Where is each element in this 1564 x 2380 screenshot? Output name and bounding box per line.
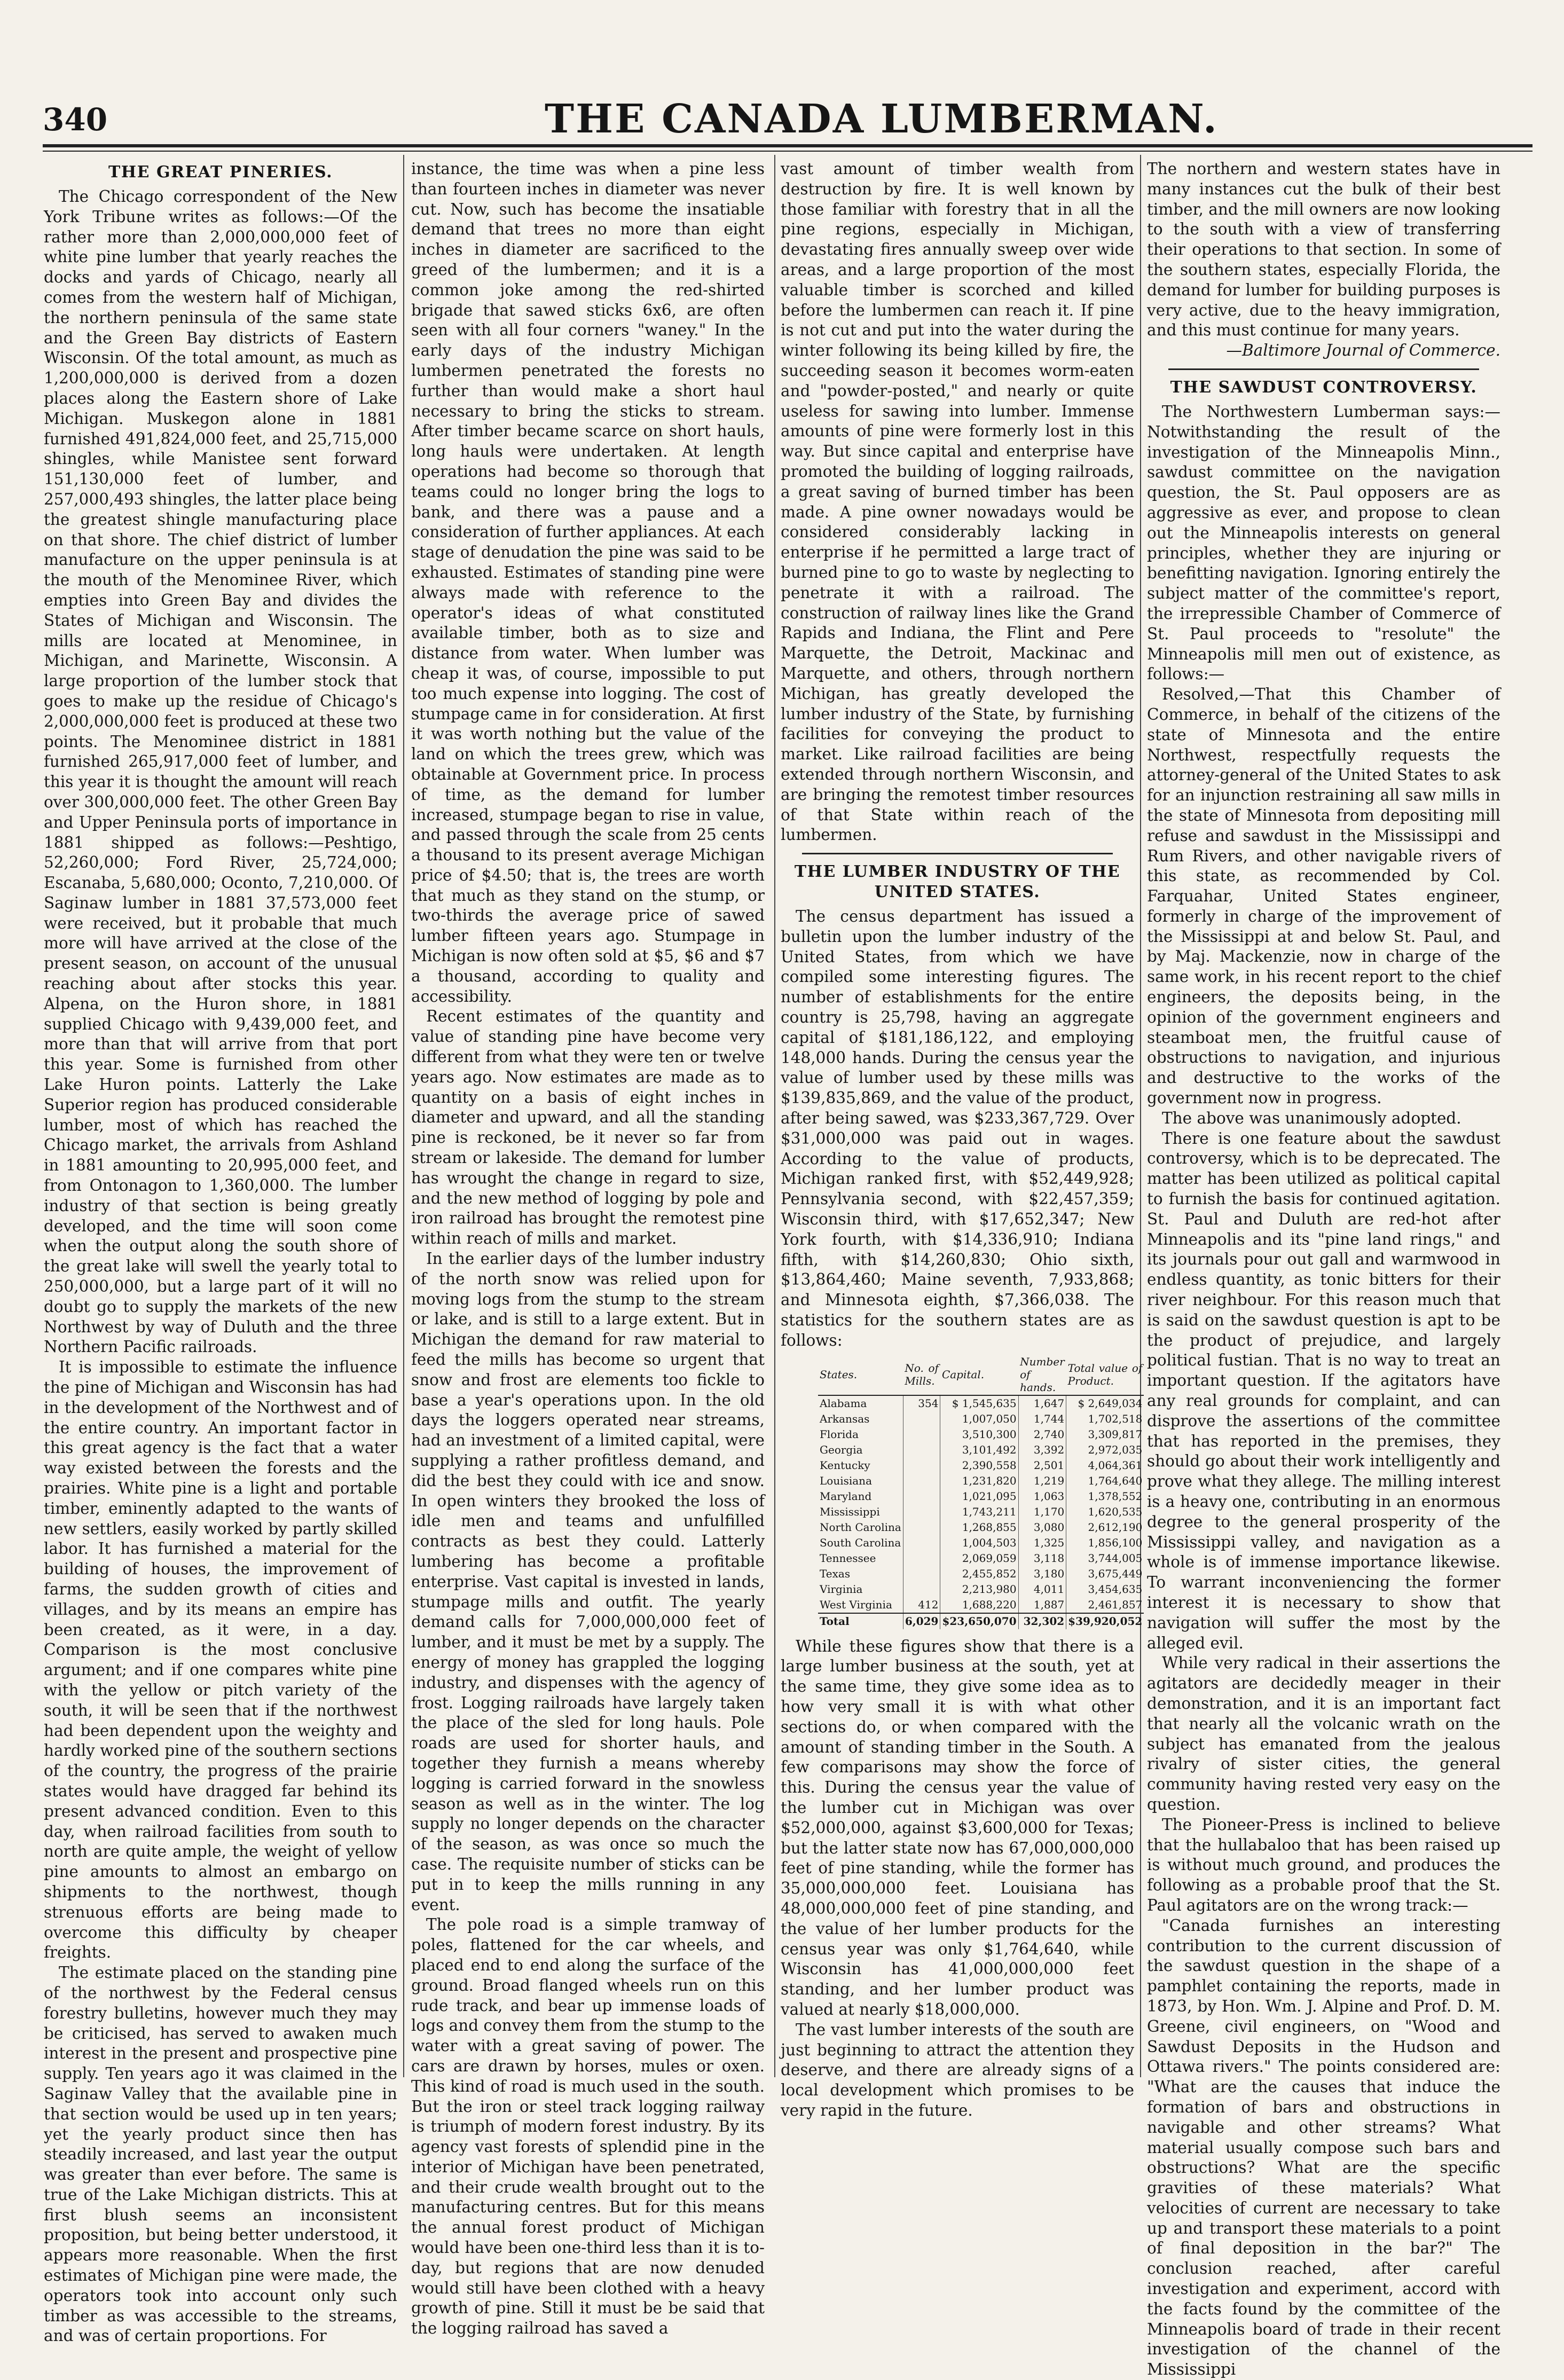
table-cell: 3,510,300: [940, 1427, 1018, 1442]
table-cell: 2,740: [1018, 1427, 1066, 1442]
table-cell: [903, 1427, 940, 1442]
table-header: Number of hands.: [1018, 1354, 1066, 1395]
state-name-cell: West Virginia: [820, 1598, 892, 1611]
article-paragraph: The census department has issued a bulletin upon the lumber industry of the United States, from which we have compiled some interesting figures. The number of establishments for the entire country is 25,798, having an aggregate capital of $181,186,122, and employing 148,000 hands. During the census year the value of lumber used by these mills was $139,835,869, and the value of the product, after being sawed, was $233,367,729. Over $31,000,000 was paid out in wages. According to the value of products, Michigan ranked first, with $52,449,928; Pennsylvania second, with $22,457,359; Wisconsin third, with $17,652,347; New York fourth, with $14,336,910; Indiana fifth, with $14,260,830; Ohio sixth, $13,864,460; Maine seventh, 7,933,868; and Minnesota eighth, $7,366,038. The statistics for the southern states are as follows:: [781, 907, 1134, 1349]
table-header: No. of Mills.: [903, 1354, 940, 1395]
table-cell: 1,743,211: [940, 1504, 1018, 1520]
state-name-cell: Maryland: [820, 1489, 872, 1503]
table-cell: [903, 1442, 940, 1458]
article-paragraph: In the earlier days of the lumber industry of the north snow was relied upon for moving logs from the stump to the stream or lake, and is still to a large extent. But in Michigan the demand for raw material to feed the mills has become so urgent that snow and frost are elements too fickle to base a year's operations upon. In the old days the loggers operated near streams, had an investment of a limited capital, were supplying a rather profitless demand, and did the best they could with ice and snow. In open winters they brooked the loss of idle men and teams and unfulfilled contracts as best they could. Latterly lumbering has become a profitable enterprise. Vast capital is invested in lands, stumpage mills and outfit. The yearly demand calls for 7,000,000,000 feet of lumber, and it must be met by a supply. The energy of money has grappled the logging industry, and dispenses with the agency of frost. Logging railroads have largely taken the place of the sled for long hauls. Pole roads are used for shorter hauls, and together they furnish a means whereby logging is carried forward in the snowless season as well as in the winter. The log supply no longer depends on the character of the season, as was once so much the case. The requisite number of sticks can be put in to keep the mills running in any event.: [411, 1250, 765, 1914]
table-cell: $23,650,070: [940, 1613, 1018, 1629]
table-cell: [903, 1504, 940, 1520]
article-paragraph: "Canada furnishes an interesting contribution to the current discussion of the sawdust question in the shape of a pamphlet containing the reports, made in 1873, by Hon. Wm. J. Alpine and Prof. D. M. Greene, civil engineers, on "Wood and Sawdust Deposits in the Hudson and Ottawa rivers." The points considered are: "What are the causes that induce the formation of bars and obstructions in navigable and other streams? What material usually compose such bars and obstructions? What are the specific gravities of these materials? What velocities of current are necessary to take up and transport these materials to a point of final deposition in the bar?" The conclusion reached, after careful investigation and experiment, accord with the facts found by the committee of the Minneapolis board of trade in their recent investigation of the channel of the Mississippi: [1147, 1916, 1500, 2379]
state-name-cell: Mississippi: [820, 1505, 880, 1518]
table-cell: [903, 1535, 940, 1551]
article-paragraph: The northern and western states have in many instances cut the bulk of their best timber, and the mill owners are now looking to the south with a view of transferring their operations to that section. In some of the southern states, especially Florida, the demand for lumber for building purposes is very active, due to the heavy immigration, and this must continue for many years.: [1147, 160, 1500, 340]
table-cell: [903, 1411, 940, 1427]
table-row: [818, 1411, 1144, 1427]
table-row: [818, 1473, 1144, 1489]
table-row: [818, 1504, 1144, 1520]
article-separator: [1168, 368, 1479, 370]
column-4: [1147, 159, 1500, 2379]
table-cell: 3,744,005: [1066, 1551, 1144, 1566]
table-cell: [903, 1473, 940, 1489]
table-cell: 354: [903, 1395, 940, 1411]
header-rule: [43, 144, 1532, 147]
table-row: [818, 1520, 1144, 1535]
article-paragraph: instance, the time was when a pine less than fourteen inches in diameter was never cut. Now, such has become the insatiable demand that trees no more than eight inches in diameter are sacrificed to the greed of the lumbermen; and it is a common joke among the red-shirted brigade that sawed sticks 6x6, are often seen with all four corners "waney." In the early days of the industry Michigan lumbermen penetrated the forests no further than would make a short haul necessary to bring the sticks to stream. After timber became scarce on short hauls, long hauls were undertaken. At length operations had become so thorough that teams could no longer bring the logs to bank, and there was a pause and a consideration of further appliances. At each stage of denudation the pine was said to be exhausted. Estimates of standing pine were always made with reference to the operator's ideas of what constituted available timber, both as to size and distance from water. When lumber was cheap it was, of course, impossible to put too much expense into logging. The cost of stumpage came in for consideration. At first it was worth nothing but the value of the land on which the trees grew, which was obtainable at Government price. In process of time, as the demand for lumber increased, stumpage began to rise in value, and passed through the scale from 25 cents a thousand to its present average Michigan price of $4.50; that is, the trees are worth that much as they stand on the stump, or two-thirds the average price of sawed lumber fifteen years ago. Stumpage in Michigan is now often sold at $5, $6 and $7 a thousand, according to quality and accessibility.: [411, 160, 765, 1006]
state-name-cell: Florida: [820, 1427, 859, 1441]
table-cell: 1,268,855: [940, 1520, 1018, 1535]
publication-title: THE CANADA LUMBERMAN.: [545, 96, 1219, 142]
table-cell: 2,069,059: [940, 1551, 1018, 1566]
table-row: [818, 1551, 1144, 1566]
table-row: [818, 1489, 1144, 1504]
table-cell: 1,620,535: [1066, 1504, 1144, 1520]
article-paragraph: Resolved,—That this Chamber of Commerce, in behalf of the citizens of the state of Minnesota and the entire Northwest, respectfully requests the attorney-general of the United States to ask for an injunction restraining all saw mills in the state of Minnesota from depositing mill refuse and sawdust in the Mississippi and Rum Rivers, and other navigable rivers of this state, as recommended by Col. Farquahar, United States engineer, formerly in charge of the improvement of the Mississippi at and below St. Paul, and by Maj. Mackenzie, now in charge of the same work, in his recent report to the chief engineers, the deposits being, in the opinion of the government engineers and steamboat men, the fruitful cause of obstructions to navigation, and injurious and destructive to the works of the government now in progress.: [1147, 685, 1500, 1107]
header-rule-thin: [43, 151, 1532, 152]
table-cell: 1,856,100: [1066, 1535, 1144, 1551]
column-2: [411, 159, 765, 2338]
column-divider: [774, 155, 775, 2077]
table-cell: 2,213,980: [940, 1582, 1018, 1597]
table-cell: $39,920,052: [1066, 1613, 1144, 1629]
article-paragraph: It is impossible to estimate the influence the pine of Michigan and Wisconsin has had in the development of the Northwest and of the entire country. An important factor in this great agency is the fact that a water way existed between the forests and the prairies. White pine is a light and portable timber, eminently adapted to the wants of new settlers, easily worked by partly skilled labor. It has furnished a material for the building of houses, the improvement of farms, the sudden growth of cities and villages, and by its means an empire has been created, as it were, in a day. Comparison is the most conclusive argument; and if one compares white pine with the yellow or pitch variety of the south, it will be seen that if the northwest had been dependent upon the weighty and hardly worked pine of the southern sections of the country, the progress of the prairie states would have dragged far behind its present advanced condition. Even to this day, when railroad facilities from south to north are quite ample, the weight of yellow pine amounts to almost an embargo on shipments to the northwest, though strenuous efforts are being made to overcome this difficulty by cheaper freights.: [44, 1358, 397, 1962]
state-name-cell: North Carolina: [820, 1520, 901, 1534]
table-cell: 2,461,857: [1066, 1597, 1144, 1613]
page-number: 340: [43, 101, 108, 138]
table-cell: [903, 1458, 940, 1473]
table-row: [818, 1535, 1144, 1551]
table-cell: 4,011: [1018, 1582, 1066, 1597]
table-cell: 1,764,640: [1066, 1473, 1144, 1489]
table-cell: 1,744: [1018, 1411, 1066, 1427]
state-name-cell: Alabama: [820, 1396, 867, 1410]
article-heading-lumber-industry: THE LUMBER INDUSTRY OF THE UNITED STATES.: [794, 862, 1121, 902]
table-cell: 3,118: [1018, 1551, 1066, 1566]
state-name-cell: Virginia: [820, 1582, 863, 1596]
table-cell: 3,675,449: [1066, 1566, 1144, 1582]
table-cell: 3,454,635: [1066, 1582, 1144, 1597]
table-cell: 1,887: [1018, 1597, 1066, 1613]
article-paragraph: The pole road is a simple tramway of poles, flattened for the car wheels, and placed end to end along the surface of the ground. Broad flanged wheels run on this rude track, and bear up immense loads of logs and convey them from the stump to the water with a great saving of power. The cars are drawn by horses, mules or oxen. This kind of road is much used in the south. But the iron or steel track logging railway is triumph of modern forest industry. By its agency vast forests of splendid pine in the interior of Michigan have been penetrated, and their crude wealth brought out to the manufacturing centres. But for this means the annual forest product of Michigan would have been one-third less than it is to-day, but regions that are now denuded would still have been clothed with a heavy growth of pine. Still it must be be said that the logging railroad has saved a: [411, 1915, 765, 2338]
article-paragraph: There is one feature about the sawdust controversy, which is to be deprecated. The matter has been utilized as political capital to furnish the basis for continued agitation. St. Paul and Duluth are red-hot after Minneapolis and its "pine land rings," and its journals pour out gall and warmwood in endless quantity, as tonic bitters for their river neighbour. For this reason much that is said on the sawdust question is apt to be the product of prejudice, and largely political fustian. That is no way to treat an important question. If the agitators have any real grounds for complaint, and can disprove the assertions of the committee that has reported in the premises, they should go about their work intelligently and prove what they allege. The milling interest is a heavy one, contributing in an enormous degree to the general prosperity of the Mississippi valley, and navigation as a whole is of immense importance likewise. To warrant inconveniencing the former interest it is necessary to show that navigation will suffer the most by the alleged evil.: [1147, 1129, 1500, 1652]
article-separator: [802, 853, 1113, 854]
table-cell: 1,219: [1018, 1473, 1066, 1489]
state-name-cell: Tennessee: [820, 1551, 876, 1565]
article-paragraph: The Pioneer-Press is inclined to believe that the hullabaloo that has been raised up is without much ground, and produces the following as a probable proof that the St. Paul agitators are on the wrong track:—: [1147, 1815, 1500, 1914]
column-divider: [403, 155, 404, 2077]
table-cell: $ 1,545,635: [940, 1395, 1018, 1411]
table-cell: 1,647: [1018, 1395, 1066, 1411]
article-paragraph: The above was unanimously adopted.: [1162, 1109, 1461, 1127]
table-cell: [903, 1566, 940, 1582]
column-1: [44, 159, 397, 2345]
state-name-cell: South Carolina: [820, 1536, 901, 1549]
table-row: [818, 1458, 1144, 1473]
state-name-cell: Total: [818, 1613, 903, 1629]
table-cell: 4,064,361: [1066, 1458, 1144, 1473]
table-cell: 2,501: [1018, 1458, 1066, 1473]
state-name-cell: Arkansas: [820, 1412, 870, 1425]
table-cell: 3,392: [1018, 1442, 1066, 1458]
table-cell: 1,063: [1018, 1489, 1066, 1504]
state-name-cell: Georgia: [820, 1443, 863, 1456]
article-paragraph: The vast lumber interests of the south are just beginning to attract the attention they deserve, and there are already signs of a local development which promises to be very rapid in the future.: [781, 2020, 1134, 2119]
article-heading-sawdust: THE SAWDUST CONTROVERSY.: [1170, 378, 1477, 397]
table-cell: 1,231,820: [940, 1473, 1018, 1489]
table-row: [818, 1597, 1144, 1613]
article-paragraph: The Chicago correspondent of the New York Tribune writes as follows:—Of the rather more than 2,000,000,000 feet of white pine lumber that yearly reaches the docks and yards of Chicago, nearly all comes from the western half of Michigan, the northern peninsula of the same state and the Green Bay districts of Eastern Wisconsin. Of the total amount, as much as 1,200,000,000 is derived from a dozen places along the Eastern shore of Lake Michigan. Muskegon alone in 1881 furnished 491,824,000 feet, and 25,715,000 shingles, while Manistee sent forward 151,130,000 feet of lumber, and 257,000,493 shingles, the latter place being the greatest shingle manufacturing place on that shore. The chief district of lumber manufacture on the upper peninsula is at the mouth of the Menominee River, which empties into Green Bay and divides the States of Michigan and Wisconsin. The mills are located at Menominee, in Michigan, and Marinette, Wisconsin. A large proportion of the lumber stock that goes to make up the residue of Chicago's 2,000,000,000 feet is produced at these two points. The Menominee district in 1881 furnished 265,917,000 feet of lumber, and this year it is thought the amount will reach over 300,000,000 feet. The other Green Bay and Upper Peninsula ports of importance in 1881 shipped as follows:—Peshtigo, 52,260,000; Ford River, 25,724,000; Escanaba, 5,680,000; Oconto, 7,210,000. Of Saginaw lumber in 1881 37,573,000 feet were received, but it probable that much more will have arrived at the close of the present season, on account of the unusual reaching about after stocks this year. Alpena, on the Huron shore, in 1881 supplied Chicago with 9,439,000 feet, and more than that will arrive from that port this year. Some is furnished from other Lake Huron points. Latterly the Lake Superior region has produced considerable lumber, most of which has reached the Chicago market, the arrivals from Ashland in 1881 amounting to 20,995,000 feet, and from Ontonagon to 1,360,000. The lumber industry of that section is being greatly developed, and the time will soon come when the output along the south shore of the great lake will swell the yearly total to 250,000,000, but a large part of it will no doubt go to supply the markets of the new Northwest by way of Duluth and the three Northern Pacific railroads.: [44, 187, 397, 1356]
table-row: [818, 1442, 1144, 1458]
table-row: [818, 1582, 1144, 1597]
table-cell: 32,302: [1018, 1613, 1066, 1629]
table-cell: 1,325: [1018, 1535, 1066, 1551]
table-row: [818, 1427, 1144, 1442]
table-cell: $ 2,649,034: [1066, 1395, 1144, 1411]
table-cell: 2,612,190: [1066, 1520, 1144, 1535]
table-cell: 1,007,050: [940, 1411, 1018, 1427]
article-paragraph: The Northwestern Lumberman says:—Notwithstanding the result of the investigation of the Minneapolis Minn., sawdust committee on the navigation question, the St. Paul opposers are as aggressive as ever, and propose to clean out the Minneapolis interests on general principles, whether they are injuring or benefitting navigation. Ignoring entirely the subject matter of the committee's report, the irrepressible Chamber of Commerce of St. Paul proceeds to "resolute" the Minneapolis mill men out of existence, as follows:—: [1147, 402, 1500, 684]
table-cell: [903, 1520, 940, 1535]
article-signature: —Baltimore Journal of Commerce.: [1226, 341, 1500, 360]
table-cell: 6,029: [903, 1613, 940, 1629]
article-paragraph: vast amount of timber wealth from destruction by fire. It is well known by those familiar with forestry that in all the pine regions, especially in Michigan, devastating fires annually sweep over wide areas, and a large proportion of the most valuable timber is scorched and killed before the lumbermen can reach it. If pine is not cut and put into the water during the winter following its being killed by fire, the succeeding season it becomes worm-eaten and "powder-posted," and nearly or quite useless for sawing into lumber. Immense amounts of pine were formerly lost in this way. But since capital and enterprise have promoted the building of logging railroads, a great saving of burned timber has been made. A pine owner nowadays would be considered considerably lacking in enterprise if he permitted a large tract of burned pine to go to waste by neglecting to penetrate it with a railroad. The construction of railway lines like the Grand Rapids and Indiana, the Flint and Pere Marquette, the Detroit, Mackinac and Marquette, and others, through northern Michigan, has greatly developed the lumber industry of the State, by furnishing facilities for conveying the product to market. Like railroad facilities are being extended through northern Wisconsin, and are bringing the remotest timber resources of that State within reach of the lumbermen.: [781, 160, 1134, 844]
article-paragraph: Recent estimates of the quantity and value of standing pine have become very different from what they were ten or twelve years ago. Now estimates are made as to quantity on a basis of eight inches in diameter and upward, and all the standing pine is reckoned, be it never so far from stream or lakeside. The demand for lumber has wrought the change in regard to size, and the new method of logging by pole and iron railroad has brought the remotest pine within reach of mills and market.: [411, 1007, 765, 1248]
table-cell: 3,180: [1018, 1566, 1066, 1582]
column-3: [781, 159, 1143, 2119]
table-row: [818, 1566, 1144, 1582]
table-cell: 1,004,503: [940, 1535, 1018, 1551]
table-cell: 1,378,552: [1066, 1489, 1144, 1504]
table-header: Total value of Product.: [1066, 1354, 1144, 1395]
table-row: [818, 1613, 1144, 1629]
state-name-cell: Kentucky: [820, 1458, 870, 1472]
table-cell: 1,688,220: [940, 1597, 1018, 1613]
table-cell: 412: [903, 1597, 940, 1613]
table-row: [818, 1395, 1144, 1411]
table-header: States.: [818, 1354, 903, 1395]
article-heading-great-pineries: THE GREAT PINERIES.: [108, 163, 333, 182]
table-header: Capital.: [940, 1354, 1018, 1395]
table-cell: 1,021,095: [940, 1489, 1018, 1504]
table-cell: 1,702,518: [1066, 1411, 1144, 1427]
table-cell: 2,455,852: [940, 1566, 1018, 1582]
table-cell: [903, 1489, 940, 1504]
table-cell: 2,390,558: [940, 1458, 1018, 1473]
southern-states-table: [818, 1354, 1143, 1629]
article-paragraph: While these figures show that there is a large lumber business at the south, yet at the same time, they give some idea as to how very small it is with what other sections do, or when compared with the amount of standing timber in the South. A few comparisons may show the force of this. During the census year the value of the lumber cut in Michigan was over $52,000,000, against $3,600,000 for Texas; but the latter state now has 67,000,000,000 feet of pine standing, while the former has 35,000,000,000 feet. Louisiana has 48,000,000,000 feet of pine standing, and the value of her lumber products for the census year was only $1,764,640, while Wisconsin has 41,000,000,000 feet standing, and her lumber product was valued at nearly $18,000,000.: [781, 1637, 1134, 2018]
table-cell: 3,080: [1018, 1520, 1066, 1535]
table-cell: [903, 1582, 940, 1597]
table-cell: 3,101,492: [940, 1442, 1018, 1458]
column-divider: [1140, 155, 1141, 2077]
state-name-cell: Texas: [820, 1567, 851, 1580]
table-cell: 1,170: [1018, 1504, 1066, 1520]
article-paragraph: The estimate placed on the standing pine of the northwest by the Federal census forestry bulletins, however much they may be criticised, has served to awaken much interest in the present and prospective pine supply. Ten years ago it was claimed in the Saginaw Valley that the available pine in that section would be used up in ten years; yet the yearly product since then has steadily increased, and last year the output was greater than ever before. The same is true of the Lake Michigan districts. This at first blush seems an inconsistent proposition, but being better understood, it appears more reasonable. When the first estimates of Michigan pine were made, the operators took into account only such timber as was accessible to the streams, and was of certain proportions. For: [44, 1963, 397, 2345]
table-cell: [903, 1551, 940, 1566]
article-paragraph: While very radical in their assertions the agitators are decidedly meager in their demonstration, and it is an important fact that nearly all the volcanic wrath on the subject has emanated from the jealous rivalry of sister cities, the general community having rested very easy on the question.: [1147, 1654, 1500, 1813]
table-body: [818, 1395, 1144, 1629]
table-cell: 2,972,035: [1066, 1442, 1144, 1458]
table-cell: 3,309,817: [1066, 1427, 1144, 1442]
state-name-cell: Louisiana: [820, 1474, 872, 1487]
